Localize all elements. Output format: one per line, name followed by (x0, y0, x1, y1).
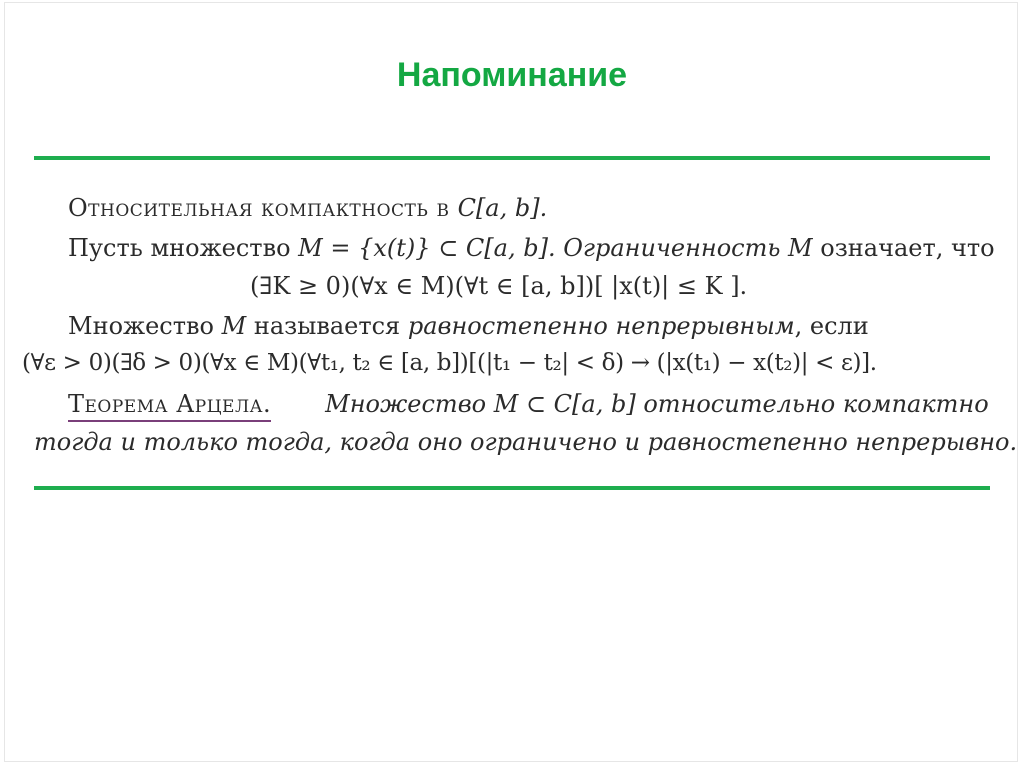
boundedness-tail: означает, что (812, 234, 995, 262)
slide-frame (4, 2, 1018, 762)
boundedness-intro: Пусть множество (68, 234, 299, 262)
equicontinuity-mid: называется (246, 312, 408, 340)
slide-title: Напоминание (396, 56, 628, 94)
equicontinuity-term: равностепенно непрерывным (407, 312, 795, 340)
boundedness-formula: (∃K ≥ 0)(∀x ∈ M)(∀t ∈ [a, b])[ |x(t)| ≤ K ]. (250, 272, 748, 300)
theorem-continuation: тогда и только тогда, когда оно ограничено и равностепенно непрерывно. (34, 428, 1018, 456)
set-symbol-2: M (221, 312, 247, 340)
equicontinuity-sentence (68, 314, 869, 338)
equicontinuity-formula: (∀ε > 0)(∃δ > 0)(∀x ∈ M)(∀t₁, t₂ ∈ [a, b])[(|t₁ − t₂| < δ) → (|x(t₁) − x(t₂)| < ε)]. (22, 350, 877, 376)
equicontinuity-tail: , если (794, 312, 869, 340)
heading-math: C[a, b]. (457, 194, 548, 222)
set-symbol: M (788, 234, 813, 262)
boundedness-sentence (68, 236, 995, 260)
theorem-name: Теорема Арцела. (68, 390, 272, 418)
top-divider (34, 156, 990, 160)
equicontinuity-intro: Множество (68, 312, 222, 340)
theorem-statement: Множество M ⊂ C[a, b] относительно компактно (325, 390, 989, 418)
theorem-line (68, 392, 989, 416)
boundedness-term: Ограниченность (563, 234, 789, 262)
heading-text: Относительная компактность в (68, 194, 458, 222)
set-definition-math: M = {x(t)} ⊂ C[a, b]. (298, 234, 564, 262)
bottom-divider (34, 486, 990, 490)
section-heading (68, 196, 547, 220)
